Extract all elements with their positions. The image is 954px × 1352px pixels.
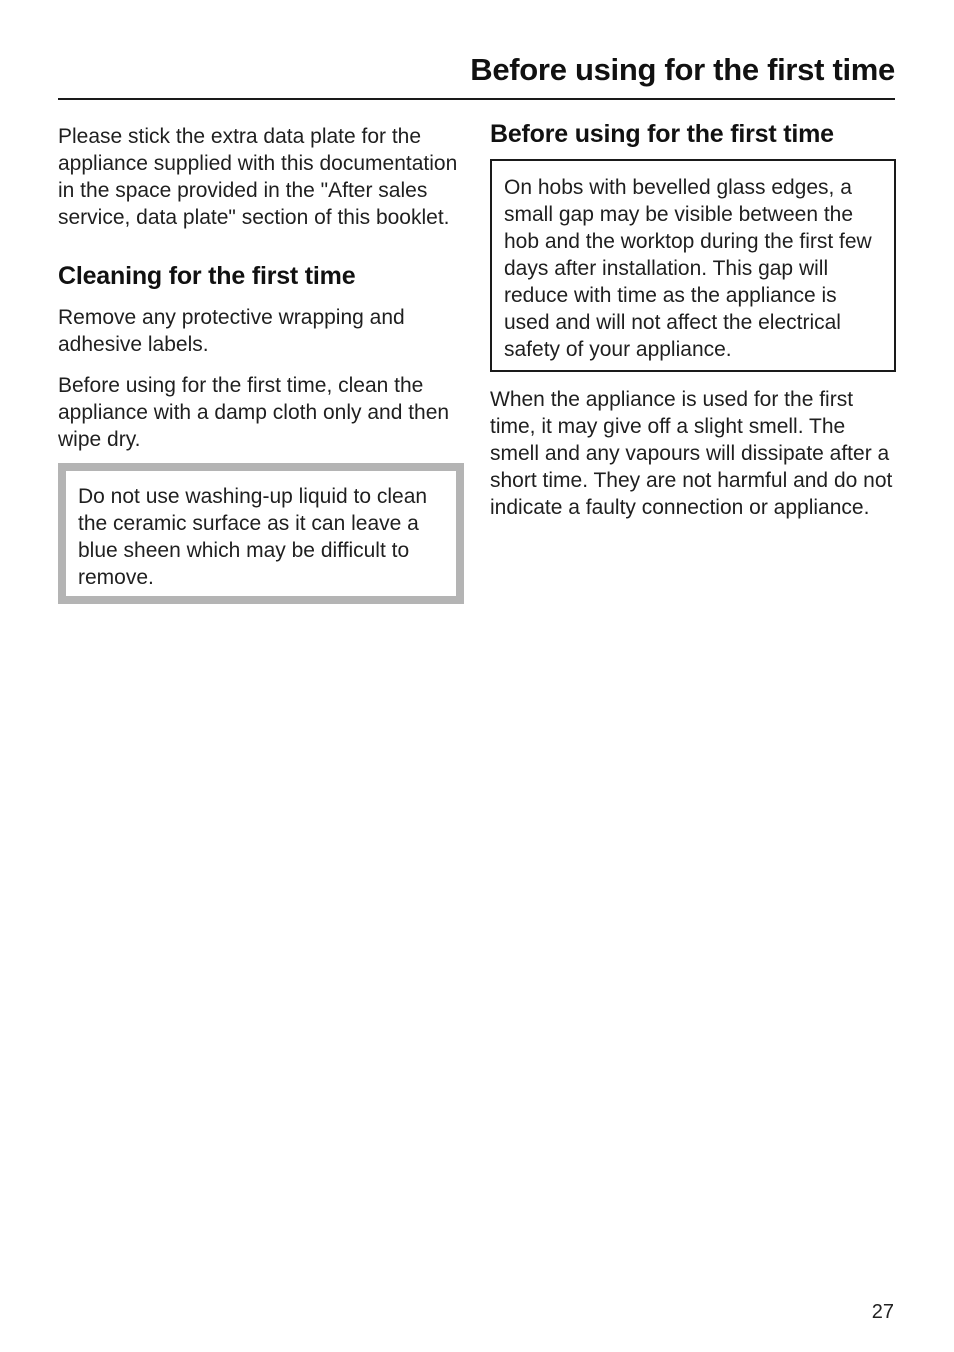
right-column: [490, 119, 896, 521]
note-text: On hobs with bevelled glass edges, a small gap may be visible between the hob and the worktop during the first few days after installation. This gap will reduce with time as the appliance is used and will not affect the electrical safety of your appliance.: [504, 176, 872, 361]
clean-appliance-paragraph: Before using for the first time, clean the appliance with a damp cloth only and then wipe dry.: [58, 374, 450, 451]
note-box: [490, 159, 896, 372]
remove-wrapping-paragraph: Remove any protective wrapping and adhesive labels.: [58, 306, 405, 356]
left-column: [58, 123, 464, 604]
page-title: Before using for the first time: [470, 52, 895, 87]
smell-paragraph: When the appliance is used for the first time, it may give off a slight smell. The smell and any vapours will dissipate after a short time. They are not harmful and do not indicate a faulty connection or appliance.: [490, 388, 893, 519]
warning-box: [58, 463, 464, 604]
page-header: [58, 50, 895, 100]
intro-paragraph: Please stick the extra data plate for the appliance supplied with this documentation in the space provided in the "After sales service, data plate" section of this booklet.: [58, 125, 458, 229]
warning-text: Do not use washing-up liquid to clean the ceramic surface as it can leave a blue sheen which may be difficult to remove.: [78, 485, 428, 589]
before-using-heading: Before using for the first time: [490, 120, 834, 148]
cleaning-heading: Cleaning for the first time: [58, 262, 356, 290]
page-number: 27: [871, 1301, 894, 1323]
